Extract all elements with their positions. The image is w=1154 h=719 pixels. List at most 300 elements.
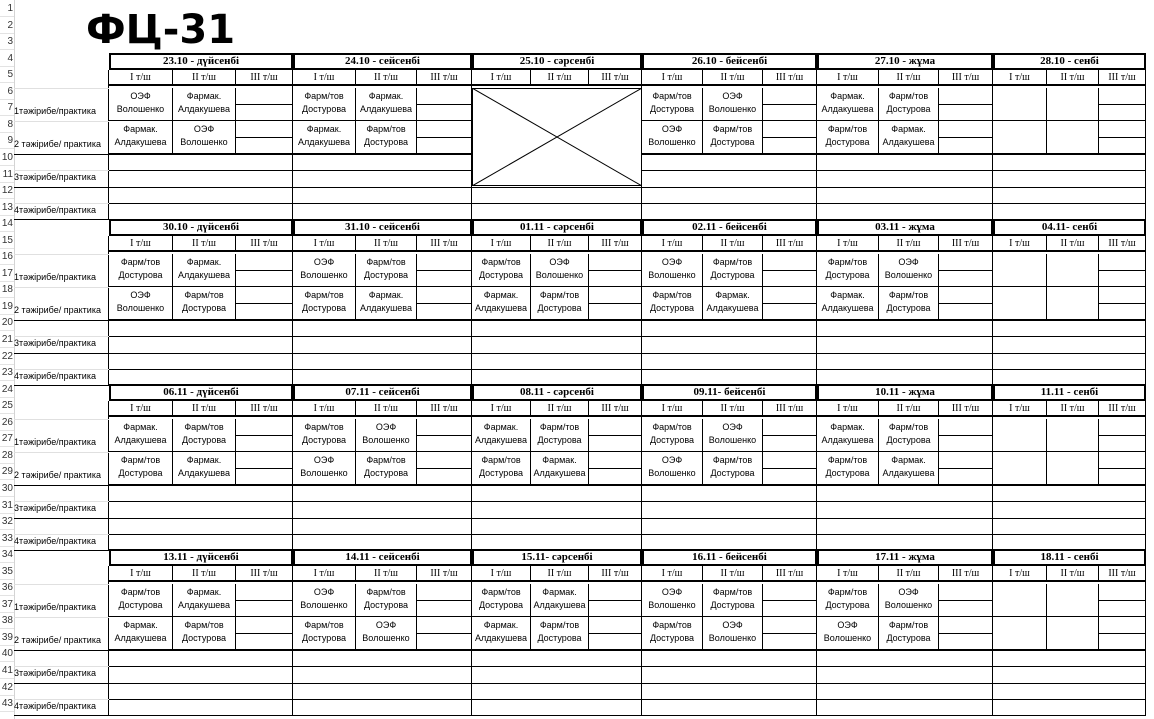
row-number[interactable]: 24 <box>0 381 14 398</box>
empty-cell[interactable] <box>417 254 472 271</box>
empty-cell[interactable] <box>939 584 993 601</box>
row-number[interactable]: 30 <box>0 480 14 497</box>
empty-cell[interactable] <box>236 304 293 320</box>
empty-cell[interactable] <box>939 105 993 121</box>
day-header[interactable]: 14.11 - сейсенбі <box>293 549 471 566</box>
empty-cell[interactable] <box>417 287 472 304</box>
lesson-cell[interactable] <box>173 419 236 452</box>
empty-cell[interactable] <box>236 105 293 121</box>
empty-cell[interactable] <box>939 601 993 617</box>
row-number[interactable]: 25 <box>0 397 14 414</box>
empty-cell[interactable] <box>939 88 993 105</box>
empty-cell[interactable] <box>763 436 817 452</box>
empty-cell[interactable] <box>236 88 293 105</box>
grid-line <box>14 336 109 337</box>
lesson-cell[interactable] <box>109 419 173 452</box>
lesson-cell[interactable] <box>293 88 356 121</box>
lesson-cell[interactable] <box>879 287 939 320</box>
teacher-name: Достурова <box>181 633 227 643</box>
grid-line <box>293 683 472 684</box>
empty-cell[interactable] <box>763 271 817 287</box>
empty-cell[interactable] <box>763 469 817 485</box>
day-column <box>817 219 993 385</box>
row-number[interactable]: 40 <box>0 645 14 662</box>
empty-cell[interactable] <box>763 601 817 617</box>
empty-cell[interactable] <box>1099 452 1146 469</box>
day-header[interactable]: 26.10 - бейсенбі <box>642 53 816 70</box>
empty-cell[interactable] <box>763 138 817 154</box>
row-number[interactable]: 6 <box>0 83 14 100</box>
row-number[interactable]: 3 <box>0 33 14 50</box>
lesson-cell[interactable] <box>817 254 879 287</box>
lesson-cell[interactable] <box>642 121 703 154</box>
empty-cell[interactable] <box>236 436 293 452</box>
day-header[interactable]: 24.10 - сейсенбі <box>293 53 471 70</box>
row-number[interactable]: 19 <box>0 298 14 315</box>
lesson-cell[interactable] <box>173 88 236 121</box>
lesson-cell[interactable] <box>531 419 589 452</box>
row-number[interactable]: 42 <box>0 679 14 696</box>
empty-cell[interactable] <box>939 452 993 469</box>
lesson-cell[interactable] <box>817 584 879 617</box>
empty-cell[interactable] <box>417 304 472 320</box>
teacher-name: Волошенко <box>116 104 165 114</box>
lesson-cell[interactable] <box>109 287 173 320</box>
lesson-cell[interactable] <box>642 584 703 617</box>
lesson-cell[interactable] <box>293 584 356 617</box>
lesson-cell[interactable] <box>1047 617 1099 650</box>
empty-cell[interactable] <box>589 254 642 271</box>
lesson-cell[interactable] <box>293 452 356 485</box>
empty-cell[interactable] <box>236 254 293 271</box>
lesson-cell[interactable] <box>356 121 417 154</box>
lesson-cell[interactable] <box>531 287 589 320</box>
empty-cell[interactable] <box>589 601 642 617</box>
empty-cell[interactable] <box>763 452 817 469</box>
row-number[interactable]: 33 <box>0 530 14 547</box>
day-header[interactable]: 08.11 - сәрсенбі <box>472 384 641 401</box>
empty-cell[interactable] <box>763 634 817 650</box>
teacher-name: Достурова <box>301 303 347 313</box>
lesson-cell[interactable] <box>472 617 531 650</box>
day-header[interactable]: 02.11 - бейсенбі <box>642 219 816 236</box>
lesson-cell[interactable] <box>642 452 703 485</box>
empty-cell[interactable] <box>1099 304 1146 320</box>
teacher-name: Алдакушева <box>178 270 230 280</box>
empty-cell[interactable] <box>939 254 993 271</box>
lesson-header: III т/ш <box>1099 566 1146 582</box>
empty-cell[interactable] <box>1099 121 1146 138</box>
lesson-cell[interactable] <box>109 121 173 154</box>
grid-line <box>817 534 993 535</box>
lesson-cell[interactable] <box>817 287 879 320</box>
lesson-header: III т/ш <box>763 566 817 582</box>
row-number[interactable]: 10 <box>0 149 14 166</box>
row-number[interactable]: 20 <box>0 314 14 331</box>
lesson-cell[interactable] <box>703 121 763 154</box>
lesson-header: I т/ш <box>817 70 879 86</box>
lesson-cell[interactable] <box>109 88 173 121</box>
lesson-header: III т/ш <box>939 566 993 582</box>
lesson-cell[interactable] <box>356 452 417 485</box>
lesson-cell[interactable] <box>531 584 589 617</box>
lesson-cell[interactable] <box>173 617 236 650</box>
empty-cell[interactable] <box>236 601 293 617</box>
lesson-cell[interactable] <box>173 121 236 154</box>
empty-cell[interactable] <box>763 121 817 138</box>
teacher-name: Волошенко <box>362 633 410 643</box>
day-header[interactable]: 06.11 - дүйсенбі <box>109 384 292 401</box>
lesson-cell[interactable] <box>993 419 1047 452</box>
grid-line <box>14 584 109 585</box>
lesson-cell[interactable] <box>879 452 939 485</box>
grid-line <box>993 187 1146 188</box>
lesson-cell[interactable] <box>109 254 173 287</box>
empty-cell[interactable] <box>939 287 993 304</box>
empty-cell[interactable] <box>763 584 817 601</box>
week-block <box>14 549 1146 715</box>
lesson-cell[interactable] <box>817 452 879 485</box>
day-header[interactable]: 28.10 - сенбі <box>993 53 1145 70</box>
lesson-cell[interactable] <box>1047 419 1099 452</box>
lesson-cell[interactable] <box>879 419 939 452</box>
day-header[interactable]: 16.11 - бейсенбі <box>642 549 816 566</box>
empty-cell[interactable] <box>763 88 817 105</box>
empty-cell[interactable] <box>417 138 472 154</box>
day-header[interactable]: 18.11 - сенбі <box>993 549 1145 566</box>
row-number[interactable]: 43 <box>0 695 14 712</box>
day-header[interactable]: 10.11 - жұма <box>817 384 992 401</box>
lesson-cell[interactable] <box>472 287 531 320</box>
day-header[interactable]: 04.11- сенбі <box>993 219 1145 236</box>
row-number[interactable]: 14 <box>0 215 14 232</box>
empty-cell[interactable] <box>939 419 993 436</box>
lesson-cell[interactable] <box>293 121 356 154</box>
empty-cell[interactable] <box>236 419 293 436</box>
lesson-cell[interactable] <box>879 584 939 617</box>
empty-cell[interactable] <box>417 419 472 436</box>
empty-cell[interactable] <box>589 617 642 634</box>
lesson-cell[interactable] <box>293 419 356 452</box>
subject-name: Фарм/тов <box>120 257 161 267</box>
row-number[interactable]: 5 <box>0 66 14 83</box>
lesson-cell[interactable] <box>817 88 879 121</box>
row-number[interactable]: 28 <box>0 447 14 464</box>
lesson-cell[interactable] <box>817 419 879 452</box>
subject-name: Фарм/тов <box>712 455 753 465</box>
empty-cell[interactable] <box>417 452 472 469</box>
empty-cell[interactable] <box>417 469 472 485</box>
grid-line <box>472 650 642 651</box>
lesson-cell[interactable] <box>703 254 763 287</box>
row-number[interactable]: 35 <box>0 563 14 580</box>
row-number[interactable]: 16 <box>0 248 14 265</box>
empty-cell[interactable] <box>939 271 993 287</box>
empty-cell[interactable] <box>763 287 817 304</box>
row-number[interactable]: 34 <box>0 546 14 563</box>
empty-cell[interactable] <box>417 121 472 138</box>
empty-cell[interactable] <box>1099 634 1146 650</box>
subject-name: Фарм/тов <box>366 587 406 597</box>
empty-cell[interactable] <box>236 584 293 601</box>
lesson-cell[interactable] <box>817 121 879 154</box>
empty-cell[interactable] <box>1099 271 1146 287</box>
row-number[interactable]: 36 <box>0 579 14 596</box>
grid-line <box>472 666 642 667</box>
empty-cell[interactable] <box>939 304 993 320</box>
empty-cell[interactable] <box>417 584 472 601</box>
day-header[interactable]: 01.11 - сәрсенбі <box>472 219 641 236</box>
empty-cell[interactable] <box>1099 584 1146 601</box>
empty-cell[interactable] <box>236 469 293 485</box>
lesson-cell[interactable] <box>356 617 417 650</box>
lesson-cell[interactable] <box>879 617 939 650</box>
row-number[interactable]: 17 <box>0 265 14 282</box>
subject-name: ОЭФ <box>313 455 335 465</box>
lesson-cell[interactable] <box>109 584 173 617</box>
empty-cell[interactable] <box>417 617 472 634</box>
empty-cell[interactable] <box>763 105 817 121</box>
row-number[interactable]: 1 <box>0 0 14 17</box>
empty-cell[interactable] <box>763 254 817 271</box>
row-number[interactable]: 27 <box>0 430 14 447</box>
grid-line <box>472 187 642 188</box>
lesson-cell[interactable] <box>472 254 531 287</box>
empty-cell[interactable] <box>417 601 472 617</box>
lesson-cell[interactable] <box>703 287 763 320</box>
lesson-cell[interactable] <box>993 88 1047 121</box>
subject-name: ОЭФ <box>375 422 397 432</box>
lesson-cell[interactable] <box>173 452 236 485</box>
day-header[interactable]: 09.11- бейсенбі <box>642 384 816 401</box>
lesson-cell[interactable] <box>817 617 879 650</box>
row-number[interactable]: 41 <box>0 662 14 679</box>
empty-cell[interactable] <box>236 452 293 469</box>
lesson-header: I т/ш <box>993 401 1047 417</box>
lesson-cell[interactable] <box>703 88 763 121</box>
subject-name: Фармак. <box>542 455 577 465</box>
lesson-cell[interactable] <box>642 254 703 287</box>
day-header[interactable]: 07.11 - сейсенбі <box>293 384 471 401</box>
lesson-cell[interactable] <box>531 452 589 485</box>
grid-line <box>293 534 472 535</box>
empty-cell[interactable] <box>417 436 472 452</box>
lesson-header: II т/ш <box>1047 401 1099 417</box>
lesson-cell[interactable] <box>531 254 589 287</box>
teacher-name: Алдакушева <box>178 468 230 478</box>
practice-label: 4тәжірибе/практика <box>14 536 96 546</box>
lesson-cell[interactable] <box>356 254 417 287</box>
empty-cell[interactable] <box>1099 88 1146 105</box>
empty-cell[interactable] <box>1099 138 1146 154</box>
empty-cell[interactable] <box>939 617 993 634</box>
lesson-cell[interactable] <box>993 254 1047 287</box>
empty-cell[interactable] <box>1099 469 1146 485</box>
lesson-cell[interactable] <box>531 617 589 650</box>
empty-cell[interactable] <box>1099 254 1146 271</box>
row-number[interactable]: 32 <box>0 513 14 530</box>
lesson-cell[interactable] <box>293 287 356 320</box>
teacher-name: Достурова <box>301 104 347 114</box>
teacher-name: Достурова <box>710 137 755 147</box>
lesson-cell[interactable] <box>109 617 173 650</box>
lesson-cell[interactable] <box>703 419 763 452</box>
day-header[interactable]: 03.11 - жұма <box>817 219 992 236</box>
empty-cell[interactable] <box>1099 287 1146 304</box>
lesson-cell[interactable] <box>993 452 1047 485</box>
empty-cell[interactable] <box>1099 419 1146 436</box>
lesson-cell[interactable] <box>642 419 703 452</box>
teacher-name: Достурова <box>478 600 524 610</box>
empty-cell[interactable] <box>417 105 472 121</box>
empty-cell[interactable] <box>1099 436 1146 452</box>
subject-name: Фармак. <box>830 91 865 101</box>
empty-cell[interactable] <box>939 121 993 138</box>
row-number[interactable]: 38 <box>0 612 14 629</box>
empty-cell[interactable] <box>763 419 817 436</box>
lesson-cell[interactable] <box>1047 584 1099 617</box>
empty-cell[interactable] <box>417 88 472 105</box>
lesson-header: II т/ш <box>356 566 417 582</box>
lesson-cell[interactable] <box>642 617 703 650</box>
empty-cell[interactable] <box>236 271 293 287</box>
row-number[interactable]: 4 <box>0 50 14 67</box>
grid-line <box>109 683 293 684</box>
row-number[interactable]: 39 <box>0 629 14 646</box>
empty-cell[interactable] <box>236 634 293 650</box>
empty-cell[interactable] <box>1099 105 1146 121</box>
empty-cell[interactable] <box>763 304 817 320</box>
row-number[interactable]: 18 <box>0 281 14 298</box>
empty-cell[interactable] <box>763 617 817 634</box>
lesson-cell[interactable] <box>1047 88 1099 121</box>
empty-cell[interactable] <box>589 584 642 601</box>
empty-cell[interactable] <box>589 634 642 650</box>
lesson-cell[interactable] <box>1047 121 1099 154</box>
lesson-cell[interactable] <box>472 452 531 485</box>
day-header[interactable]: 17.11 - жұма <box>817 549 992 566</box>
lesson-cell[interactable] <box>293 254 356 287</box>
lesson-cell[interactable] <box>642 287 703 320</box>
lesson-cell[interactable] <box>703 452 763 485</box>
row-number[interactable]: 12 <box>0 182 14 199</box>
lesson-cell[interactable] <box>356 88 417 121</box>
empty-cell[interactable] <box>589 304 642 320</box>
grid-line <box>817 666 993 667</box>
lesson-cell[interactable] <box>472 419 531 452</box>
day-header[interactable]: 11.11 - сенбі <box>993 384 1145 401</box>
grid-line <box>993 518 1146 519</box>
lesson-cell[interactable] <box>993 584 1047 617</box>
empty-cell[interactable] <box>236 617 293 634</box>
lesson-cell[interactable] <box>879 254 939 287</box>
row-number[interactable]: 23 <box>0 364 14 381</box>
day-header[interactable]: 30.10 - дүйсенбі <box>109 219 292 236</box>
empty-cell[interactable] <box>589 419 642 436</box>
row-number[interactable]: 13 <box>0 199 14 216</box>
lesson-cell[interactable] <box>993 287 1047 320</box>
empty-cell[interactable] <box>939 436 993 452</box>
row-number[interactable]: 7 <box>0 99 14 116</box>
day-header[interactable]: 25.10 - сәрсенбі <box>472 53 641 70</box>
lesson-cell[interactable] <box>173 584 236 617</box>
row-number[interactable]: 21 <box>0 331 14 348</box>
row-number[interactable]: 26 <box>0 414 14 431</box>
row-number[interactable]: 22 <box>0 348 14 365</box>
row-number[interactable]: 29 <box>0 463 14 480</box>
empty-cell[interactable] <box>589 271 642 287</box>
subject-name: Фармак. <box>483 422 519 432</box>
row-number[interactable]: 2 <box>0 17 14 34</box>
lesson-header: II т/ш <box>173 70 236 86</box>
lesson-cell[interactable] <box>109 452 173 485</box>
empty-cell[interactable] <box>939 469 993 485</box>
teacher-name: Достурова <box>649 633 695 643</box>
day-header[interactable]: 15.11- сәрсенбі <box>472 549 641 566</box>
lesson-cell[interactable] <box>356 419 417 452</box>
empty-cell[interactable] <box>589 436 642 452</box>
grid-line <box>109 336 293 337</box>
grid-line <box>642 683 817 684</box>
teacher-name: Достурова <box>363 137 409 147</box>
grid-line <box>293 715 472 716</box>
empty-cell[interactable] <box>236 138 293 154</box>
lesson-cell[interactable] <box>356 287 417 320</box>
empty-cell[interactable] <box>1099 601 1146 617</box>
teacher-name: Волошенко <box>648 137 696 147</box>
empty-cell[interactable] <box>236 287 293 304</box>
row-number[interactable]: 15 <box>0 232 14 249</box>
lesson-cell[interactable] <box>1047 254 1099 287</box>
empty-cell[interactable] <box>417 634 472 650</box>
row-number[interactable]: 37 <box>0 596 14 613</box>
lesson-cell[interactable] <box>1047 452 1099 485</box>
lesson-cell[interactable] <box>472 584 531 617</box>
grid-line <box>993 650 1146 651</box>
empty-cell[interactable] <box>589 452 642 469</box>
lesson-cell[interactable] <box>993 121 1047 154</box>
lesson-cell[interactable] <box>1047 287 1099 320</box>
empty-cell[interactable] <box>1099 617 1146 634</box>
empty-cell[interactable] <box>939 138 993 154</box>
row-number[interactable]: 8 <box>0 116 14 133</box>
lesson-cell[interactable] <box>293 617 356 650</box>
lesson-cell[interactable] <box>703 584 763 617</box>
empty-cell[interactable] <box>589 287 642 304</box>
lesson-cell[interactable] <box>173 287 236 320</box>
lesson-cell[interactable] <box>879 88 939 121</box>
empty-cell[interactable] <box>939 634 993 650</box>
day-column <box>642 549 817 715</box>
lesson-cell[interactable] <box>879 121 939 154</box>
row-number[interactable]: 11 <box>0 166 14 183</box>
day-header[interactable]: 31.10 - сейсенбі <box>293 219 471 236</box>
lesson-cell[interactable] <box>703 617 763 650</box>
day-header[interactable]: 23.10 - дүйсенбі <box>109 53 292 70</box>
row-number[interactable]: 31 <box>0 497 14 514</box>
lesson-cell[interactable] <box>993 617 1047 650</box>
empty-cell[interactable] <box>236 121 293 138</box>
empty-cell[interactable] <box>589 469 642 485</box>
lesson-cell[interactable] <box>356 584 417 617</box>
row-number[interactable]: 9 <box>0 132 14 149</box>
lesson-cell[interactable] <box>173 254 236 287</box>
subject-name: Фармак. <box>891 124 926 134</box>
day-header[interactable]: 27.10 - жұма <box>817 53 992 70</box>
lesson-cell[interactable] <box>642 88 703 121</box>
day-header[interactable]: 13.11 - дүйсенбі <box>109 549 292 566</box>
empty-cell[interactable] <box>417 271 472 287</box>
